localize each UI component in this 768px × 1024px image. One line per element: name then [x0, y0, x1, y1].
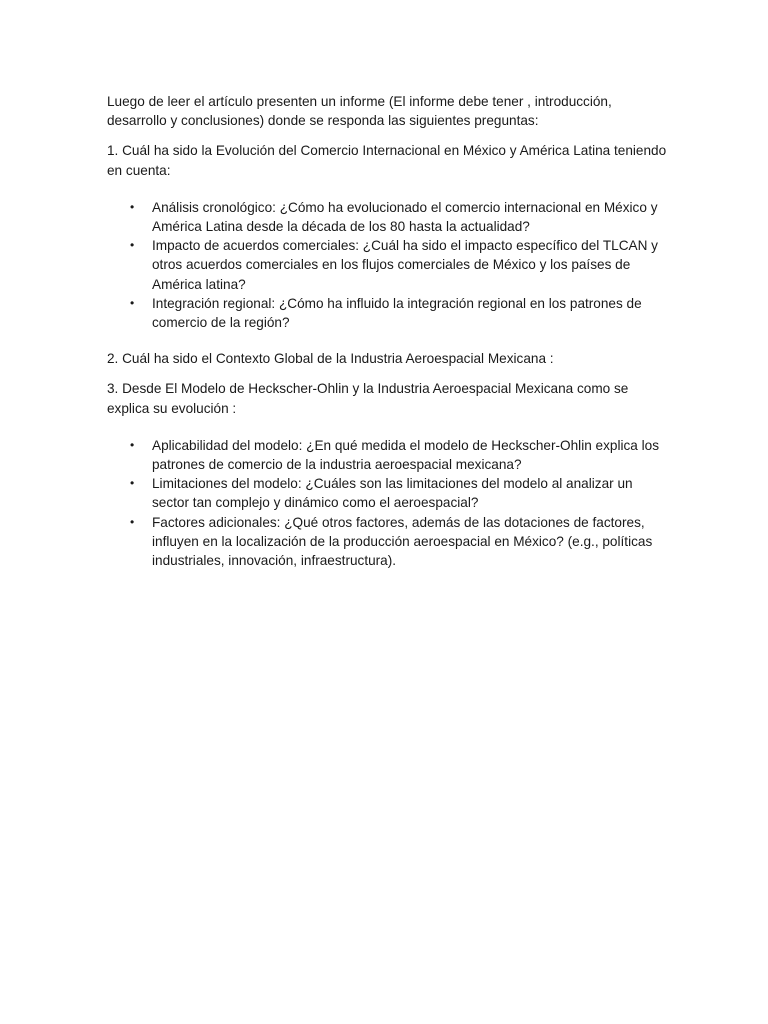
list-item: [130, 236, 667, 294]
list-item-text: Aplicabilidad del modelo: ¿En qué medida el modelo de Heckscher-Ohlin explica los patrones de comercio de la industria aeroespacial mexicana?: [152, 437, 660, 473]
intro-paragraph: Luego de leer el artículo presenten un informe (El informe debe tener , introducción, desarrollo y conclusiones) donde se responda las siguientes preguntas:: [107, 94, 612, 129]
question-1: 1. Cuál ha sido la Evolución del Comercio Internacional en México y América Latina teniendo en cuenta:: [107, 143, 667, 178]
document-page: [107, 92, 667, 570]
list-item: [130, 294, 667, 332]
list-item-text: Impacto de acuerdos comerciales: ¿Cuál ha sido el impacto específico del TLCAN y otros acuerdos comerciales en los flujos comerciales de México y los países de América latina?: [152, 238, 658, 292]
list-item: [130, 198, 667, 236]
list-item: [130, 436, 667, 474]
bullet-icon: •: [130, 295, 135, 310]
question-3: 3. Desde El Modelo de Heckscher-Ohlin y la Industria Aeroespacial Mexicana como se explica su evolución :: [107, 381, 629, 416]
bullet-icon: •: [130, 199, 135, 214]
bullet-icon: •: [130, 437, 135, 452]
list-item-text: Factores adicionales: ¿Qué otros factores, además de las dotaciones de factores, influyen en la localización de la producción aeroespacial en México? (e.g., políticas industriales, innovación, infraestructura).: [152, 514, 653, 569]
question-1-list: [107, 198, 667, 332]
question-2: 2. Cuál ha sido el Contexto Global de la Industria Aeroespacial Mexicana :: [107, 351, 554, 367]
bullet-icon: •: [130, 476, 135, 491]
bullet-icon: •: [130, 238, 135, 253]
bullet-icon: •: [130, 514, 135, 529]
list-item: [130, 513, 667, 571]
list-item: [130, 474, 667, 512]
list-item-text: Análisis cronológico: ¿Cómo ha evolucionado el comercio internacional en México y América Latina desde la década de los 80 hasta la actualidad?: [152, 199, 658, 235]
question-3-list: [107, 436, 667, 570]
list-item-text: Integración regional: ¿Cómo ha influido la integración regional en los patrones de comercio de la región?: [152, 295, 642, 331]
list-item-text: Limitaciones del modelo: ¿Cuáles son las limitaciones del modelo al analizar un sector tan complejo y dinámico como el aeroespacial?: [152, 476, 633, 511]
